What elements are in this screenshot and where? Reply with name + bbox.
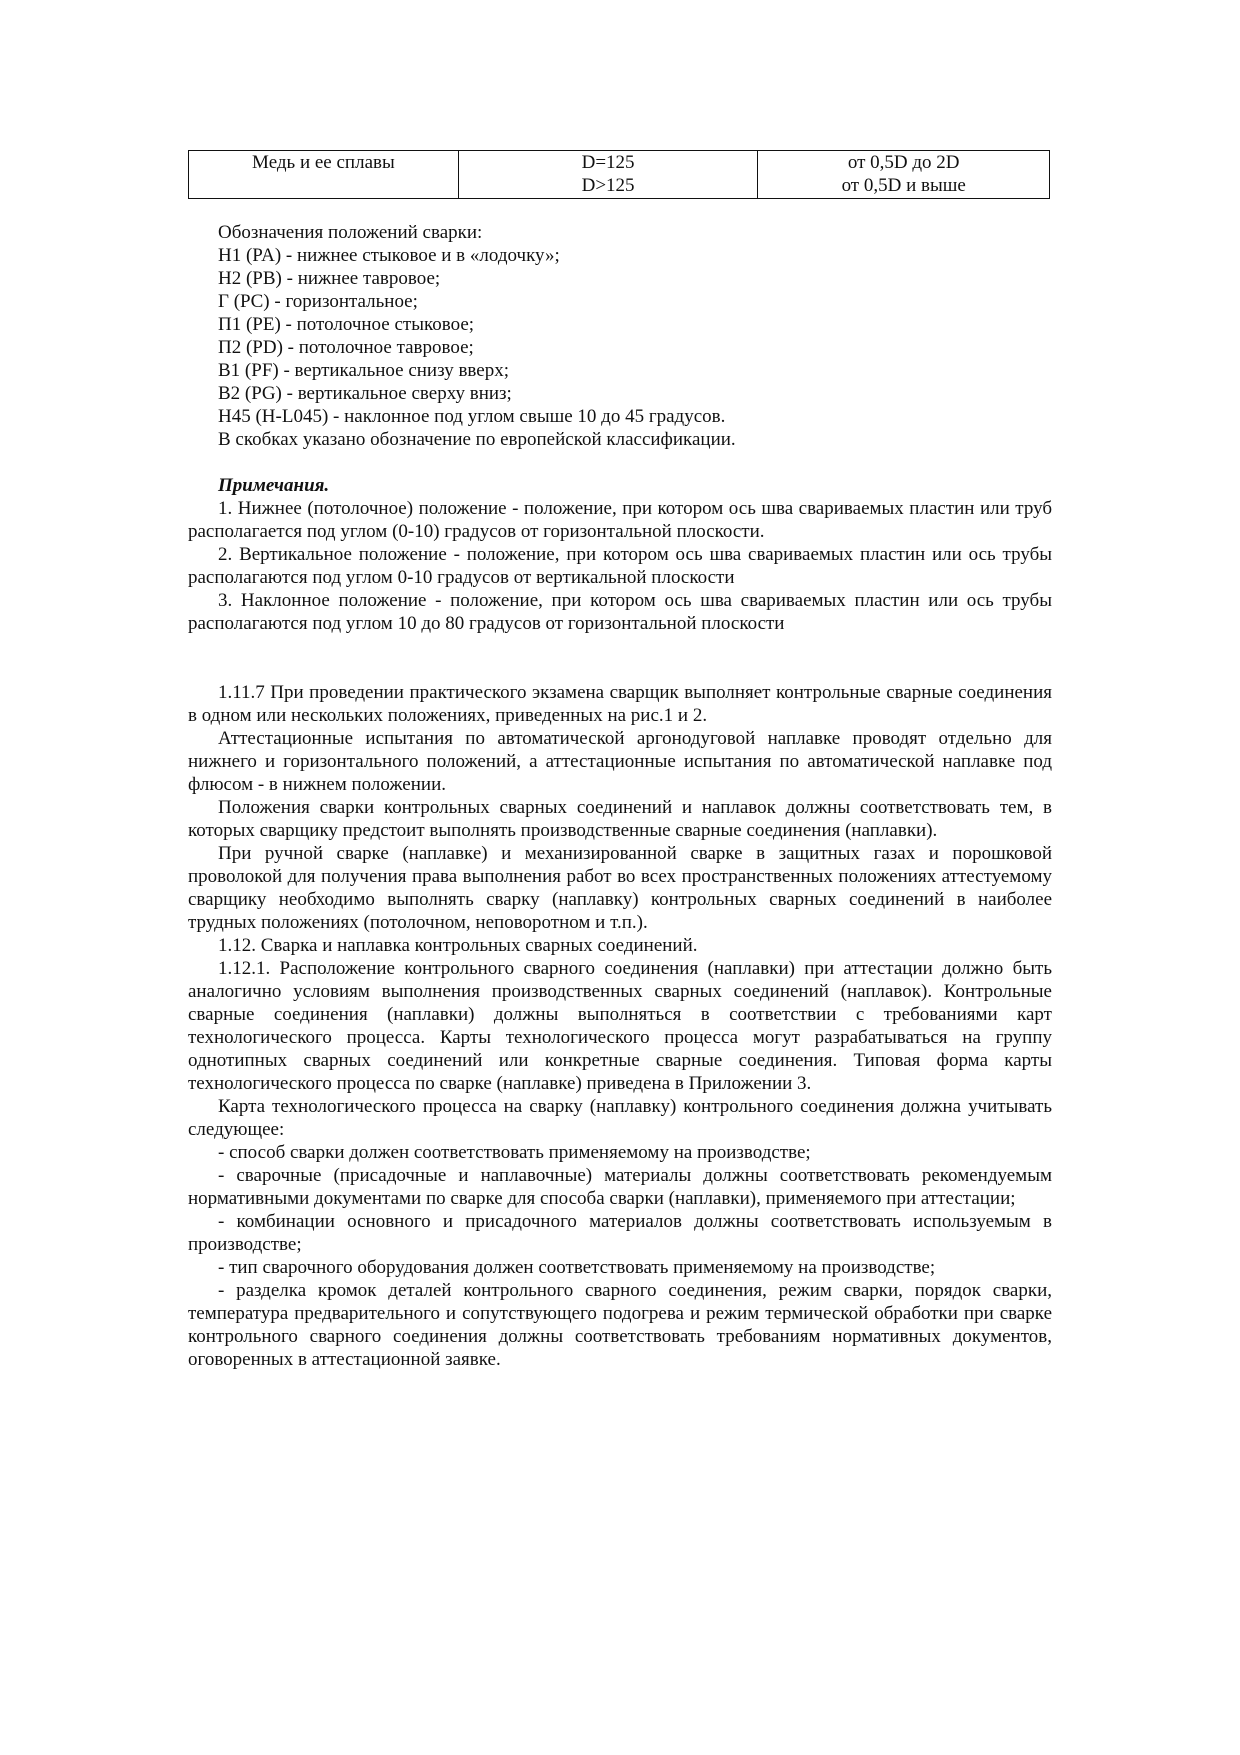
list-item: - сварочные (присадочные и наплавочные) материалы должны соответствовать рекомендуемым нормативными документами по сварке для способа сварки (наплавки), применяемого при аттестации; [188, 1165, 1052, 1209]
designations-list [188, 221, 1052, 451]
designation-item: Н1 (PA) - нижнее стыковое и в «лодочку»; [218, 245, 560, 266]
diameter-line: D>125 [581, 175, 635, 196]
notes-heading: Примечания. [218, 475, 330, 496]
section-heading: 1.12. Сварка и наплавка контрольных сварных соединений. [218, 935, 698, 956]
body-paragraph: Карта технологического процесса на сварку (наплавку) контрольного соединения должна учитывать следующее: [188, 1096, 1052, 1140]
table-cell-range [758, 151, 1050, 199]
designations-footnote: В скобках указано обозначение по европейской классификации. [218, 429, 736, 450]
materials-table [188, 150, 1050, 199]
table-row [189, 151, 1050, 199]
table-cell-diameter [458, 151, 758, 199]
designation-item: В2 (PG) - вертикальное сверху вниз; [218, 383, 512, 404]
note-paragraph: 3. Наклонное положение - положение, при котором ось шва свариваемых пластин или ось трубы располагаются под углом 10 до 80 градусов от горизонтальной плоскости [188, 590, 1052, 634]
body-paragraph: Положения сварки контрольных сварных соединений и наплавок должны соответствовать тем, в которых сварщику предстоит выполнять производственные сварные соединения (наплавки). [188, 797, 1052, 841]
table-cell-material [189, 151, 459, 199]
body-paragraph: Аттестационные испытания по автоматической аргонодуговой наплавке проводят отдельно для нижнего и горизонтального положений, а аттестационные испытания по автоматической наплавке под флюсом - в нижнем положении. [188, 728, 1052, 795]
designation-item: Н2 (PB) - нижнее тавровое; [218, 268, 441, 289]
designation-item: Г (PC) - горизонтальное; [218, 291, 418, 312]
range-line: от 0,5D и выше [841, 175, 966, 196]
designation-item: Н45 (H-L045) - наклонное под углом свыше 10 до 45 градусов. [218, 406, 726, 427]
document-page [188, 150, 1052, 1371]
designation-item: В1 (PF) - вертикальное снизу вверх; [218, 360, 509, 381]
note-paragraph: 1. Нижнее (потолочное) положение - положение, при котором ось шва свариваемых пластин или труб располагается под углом (0-10) градусов от горизонтальной плоскости. [188, 498, 1052, 542]
body-paragraph: 1.12.1. Расположение контрольного сварного соединения (наплавки) при аттестации должно быть аналогично условиям выполнения производственных сварных соединений (наплавок). Контрольные сварные соединения (наплавки) должны выполняться в соответствии с требованиями карт технологического процесса. Карты технологического процесса могут разрабатываться на группу однотипных сварных соединений или конкретные сварные соединения. Типовая форма карты технологического процесса по сварке (наплавке) приведена в Приложении 3. [188, 958, 1052, 1094]
spacer [188, 635, 1052, 658]
spacer [188, 658, 1052, 681]
body-paragraph: При ручной сварке (наплавке) и механизированной сварке в защитных газах и порошковой проволокой для получения права выполнения работ во всех пространственных положениях аттестуемому сварщику необходимо выполнять сварку (наплавку) контрольных сварных соединений в наиболее трудных положениях (потолочном, неповоротном и т.п.). [188, 843, 1052, 933]
designation-item: П2 (PD) - потолочное тавровое; [218, 337, 474, 358]
list-item: - комбинации основного и присадочного материалов должны соответствовать используемым в производстве; [188, 1211, 1052, 1255]
note-paragraph: 2. Вертикальное положение - положение, при котором ось шва свариваемых пластин или ось трубы располагаются под углом 0-10 градусов от вертикальной плоскости [188, 544, 1052, 588]
list-item: - способ сварки должен соответствовать применяемому на производстве; [218, 1142, 811, 1163]
diameter-line: D=125 [581, 152, 635, 173]
list-item: - разделка кромок деталей контрольного сварного соединения, режим сварки, порядок сварки, температура предварительного и сопутствующего подогрева и режим термической обработки при сварке контрольного сварного соединения должны соответствовать требованиям нормативных документов, оговоренных в аттестационной заявке. [188, 1280, 1052, 1370]
list-item: - тип сварочного оборудования должен соответствовать применяемому на производстве; [218, 1257, 936, 1278]
designation-item: П1 (PE) - потолочное стыковое; [218, 314, 475, 335]
range-line: от 0,5D до 2D [847, 152, 960, 173]
body-paragraph: 1.11.7 При проведении практического экзамена сварщик выполняет контрольные сварные соединения в одном или нескольких положениях, приведенных на рис.1 и 2. [188, 682, 1052, 726]
designations-title: Обозначения положений сварки: [218, 222, 483, 243]
material-text: Медь и ее сплавы [252, 152, 395, 173]
